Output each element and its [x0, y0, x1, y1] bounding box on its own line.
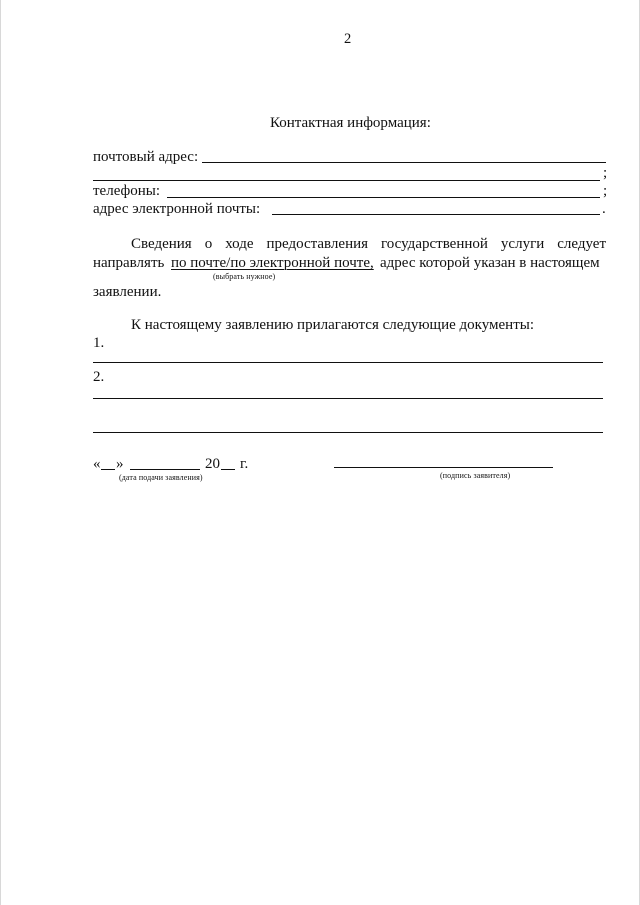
- attachment-item-2-line: [93, 398, 603, 399]
- date-quote-close: »: [116, 456, 124, 472]
- email-label: адрес электронной почты:: [93, 201, 261, 217]
- signature-caption: (подпись заявителя): [440, 471, 511, 480]
- postal-address-label: почтовый адрес:: [93, 149, 199, 165]
- date-month-line: [130, 469, 200, 470]
- delivery-line-1: Сведения о ходе предоставления государственной услуги следует: [131, 236, 606, 252]
- email-period: .: [602, 201, 606, 217]
- date-caption: (дата подачи заявления): [119, 473, 203, 482]
- postal-address-line: [202, 162, 606, 163]
- delivery-line-2-suffix: адрес которой указан в настоящем: [380, 255, 600, 271]
- attachment-item-3-line: [93, 432, 603, 433]
- phones-label: телефоны:: [93, 183, 161, 199]
- delivery-method-choice: по почте/по электронной почте,: [171, 255, 374, 271]
- phones-semicolon: ;: [603, 183, 608, 199]
- delivery-line-3: заявлении.: [93, 284, 162, 300]
- delivery-choice-hint: (выбрать нужное): [213, 272, 276, 281]
- signature-line: [334, 467, 553, 468]
- attachments-intro: К настоящему заявлению прилагаются следующие документы:: [131, 317, 535, 333]
- attachment-item-1-line: [93, 362, 603, 363]
- date-quote-open: «: [93, 456, 101, 472]
- delivery-line-2-prefix: направлять: [93, 255, 165, 271]
- contact-heading: Контактная информация:: [270, 115, 431, 131]
- page-number: 2: [344, 31, 352, 47]
- attachment-item-2-number: 2.: [93, 369, 105, 385]
- postal-address-line-2: [93, 180, 600, 181]
- date-year-line: [221, 469, 235, 470]
- date-year-prefix: 20: [205, 456, 220, 472]
- page-left-edge: [0, 0, 1, 905]
- phones-line: [167, 197, 600, 198]
- date-day-line: [101, 469, 115, 470]
- attachment-item-1-number: 1.: [93, 335, 105, 351]
- postal-address-semicolon: ;: [603, 165, 608, 181]
- email-line: [272, 214, 600, 215]
- date-year-suffix: г.: [240, 456, 249, 472]
